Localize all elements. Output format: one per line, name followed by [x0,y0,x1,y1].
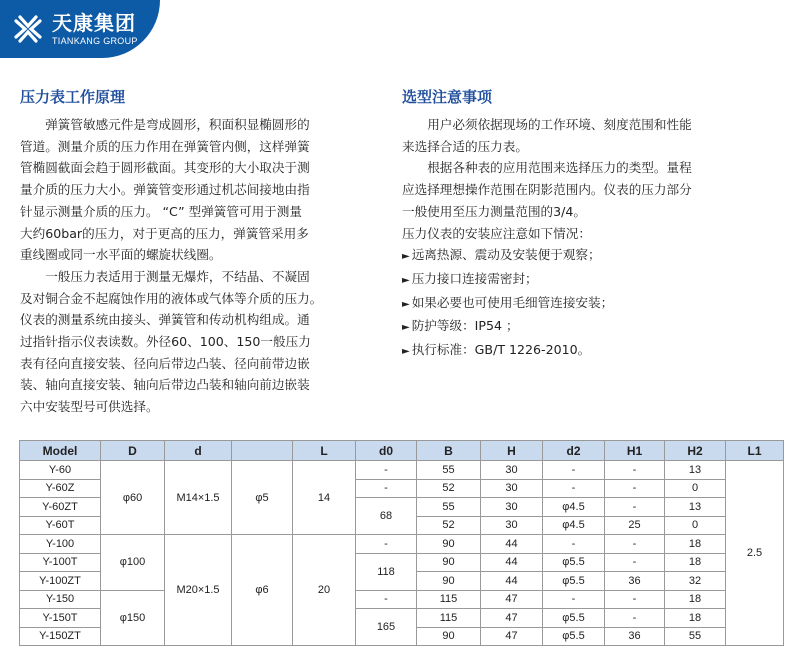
bullet-item [402,268,762,292]
table-cell: 90 [417,553,481,572]
bullet-arrow-icon [402,318,412,333]
table-cell: Y-150ZT [20,627,101,646]
table-cell: M20×1.5 [165,535,232,646]
text-line: 一般压力表适用于测量无爆炸，不结晶、不凝固 [45,268,310,284]
table-cell: 30 [481,498,543,517]
table-cell: 52 [417,516,481,535]
column-header: D [101,441,165,461]
table-cell: φ150 [101,590,165,646]
table-cell: Y-150 [20,590,101,609]
text-line: 应选择理想操作范围在阴影范围内。仪表的压力部分 [402,182,692,198]
table-cell: Y-100ZT [20,572,101,591]
brand-logo-icon [8,9,48,49]
table-cell: - [605,461,665,480]
table-cell: 20 [293,535,356,646]
table-header-row [20,441,784,461]
table-cell: - [605,479,665,498]
text-line: 六中安装型号可供选择。 [20,399,159,415]
brand-name-cn: 天康集团 [52,10,136,35]
text-line: 表有径向直接安装、径向后带边凸装、径向前带边嵌 [20,355,310,371]
text-line: 及对铜合金不起腐蚀作用的液体或气体等介质的压力。 [20,290,323,306]
table-cell: φ6 [232,535,293,646]
table-cell: Y-60Z [20,479,101,498]
table-cell: 90 [417,535,481,554]
table-cell: 90 [417,627,481,646]
table-cell: φ100 [101,535,165,591]
table-cell: 18 [665,535,726,554]
table-row [20,590,784,609]
table-cell: 165 [356,609,417,646]
table-cell: - [605,609,665,628]
table-cell: 30 [481,479,543,498]
section-title: 压力表工作原理 [20,88,126,106]
column-header: Model [20,441,101,461]
table-cell: - [356,479,417,498]
table-cell: 36 [605,627,665,646]
bullet-arrow-icon [402,247,412,262]
table-cell: 30 [481,516,543,535]
column-header: L [293,441,356,461]
text-line: 重线圈或同一水平面的螺旋状线圈。 [20,247,222,263]
column-header: H1 [605,441,665,461]
table-cell: Y-100 [20,535,101,554]
column-header: B [417,441,481,461]
table-cell: 47 [481,627,543,646]
table-cell: 55 [665,627,726,646]
table-cell: - [543,535,605,554]
table-cell: - [543,590,605,609]
column-header: d0 [356,441,417,461]
text-line: 管道。测量介质的压力作用在弹簧管内侧，这样弹簧 [20,138,310,154]
table-cell: - [605,498,665,517]
section-title: 选型注意事项 [402,88,493,106]
text-line: 装、轴向直接安装、轴向后带边凸装和轴向前边嵌装 [20,377,310,393]
table-cell: M14×1.5 [165,461,232,535]
table-cell: 68 [356,498,417,535]
table-cell: - [605,590,665,609]
table-cell: 25 [605,516,665,535]
text-line: 大约60bar的压力，对于更高的压力，弹簧管采用多 [20,225,309,241]
table-row [20,535,784,554]
table-cell: - [543,479,605,498]
spec-table [19,440,784,646]
table-row [20,461,784,480]
bullet-text: 如果必要也可使用毛细管连接安装； [411,294,614,310]
table-cell: 55 [417,461,481,480]
table-cell: - [543,461,605,480]
table-cell: φ5.5 [543,572,605,591]
bullet-item [402,244,762,268]
table-cell: 30 [481,461,543,480]
column-header: H2 [665,441,726,461]
table-cell: - [356,590,417,609]
table-cell: 52 [417,479,481,498]
table-cell: Y-60ZT [20,498,101,517]
table-cell: 18 [665,553,726,572]
column-header [232,441,293,461]
bullet-text: 压力接口连接需密封； [411,270,538,286]
column-header: L1 [726,441,784,461]
brand-name-en: TIANKANG GROUP [52,35,138,46]
table-cell: - [605,535,665,554]
table-cell: - [605,553,665,572]
table-cell: 115 [417,609,481,628]
table-cell: 47 [481,590,543,609]
table-cell: 44 [481,572,543,591]
table-cell: 118 [356,553,417,590]
table-cell: φ5 [232,461,293,535]
table-cell: φ5.5 [543,627,605,646]
table-cell: 55 [417,498,481,517]
bullet-text: 远离热源、震动及安装便于观察； [411,247,601,263]
table-cell: - [356,535,417,554]
table-cell: 13 [665,461,726,480]
column-header: d2 [543,441,605,461]
text-line: 来选择合适的压力表。 [402,138,528,154]
working-principle-section [20,86,360,418]
bullet-arrow-icon [402,295,412,310]
table-cell: 32 [665,572,726,591]
text-line: 弹簧管敏感元件是弯成圆形，积面积显椭圆形的 [45,117,310,132]
table-cell: Y-150T [20,609,101,628]
column-header: d [165,441,232,461]
text-line: 一般使用至压力测量范围的3/4。 [402,203,586,219]
table-cell: φ4.5 [543,516,605,535]
section-body [402,114,762,363]
table-cell: 0 [665,516,726,535]
text-line: 用户必须依据现场的工作环境、刻度范围和性能 [427,117,692,132]
bullet-text: 执行标准：GB/T 1226-2010。 [411,342,591,358]
selection-notes-section [402,86,762,363]
table-cell: 115 [417,590,481,609]
text-line: 量介质的压力大小。弹簧管变形通过机芯间接地由指 [20,182,310,198]
table-cell: 14 [293,461,356,535]
table-cell: Y-60 [20,461,101,480]
brand-logo [0,0,160,58]
text-line: 根据各种表的应用范围来选择压力的类型。量程 [427,160,692,176]
bullet-item [402,292,762,316]
table-cell: φ4.5 [543,498,605,517]
table-cell: 18 [665,609,726,628]
section-body [20,114,360,418]
bullet-item [402,315,762,339]
text-line: 仪表的测量系统由接头、弹簧管和传动机构组成。通 [20,312,310,328]
table-cell: 0 [665,479,726,498]
column-header: H [481,441,543,461]
bullet-item [402,339,762,363]
table-cell: 90 [417,572,481,591]
table-cell: Y-60T [20,516,101,535]
text-line: 过指针指示仪表读数。外径60、100、150一般压力 [20,334,311,350]
text-line: 管椭圆截面会趋于圆形截面。其变形的大小取决于测 [20,160,310,176]
table-cell: 47 [481,609,543,628]
table-cell: 36 [605,572,665,591]
table-cell: 44 [481,553,543,572]
table-cell: φ60 [101,461,165,535]
bullet-arrow-icon [402,271,412,286]
bullet-arrow-icon [402,342,412,357]
table-cell: - [356,461,417,480]
table-cell: 2.5 [726,461,784,646]
table-cell: 13 [665,498,726,517]
table-cell: 44 [481,535,543,554]
table-cell: φ5.5 [543,553,605,572]
table-cell: φ5.5 [543,609,605,628]
table-cell: Y-100T [20,553,101,572]
table-cell: 18 [665,590,726,609]
text-line: 压力仪表的安装应注意如下情况： [402,225,591,241]
text-line: 针显示测量介质的压力。 “C” 型弹簧管可用于测量 [20,203,302,219]
bullet-text: 防护等级：IP54 ； [411,318,519,334]
